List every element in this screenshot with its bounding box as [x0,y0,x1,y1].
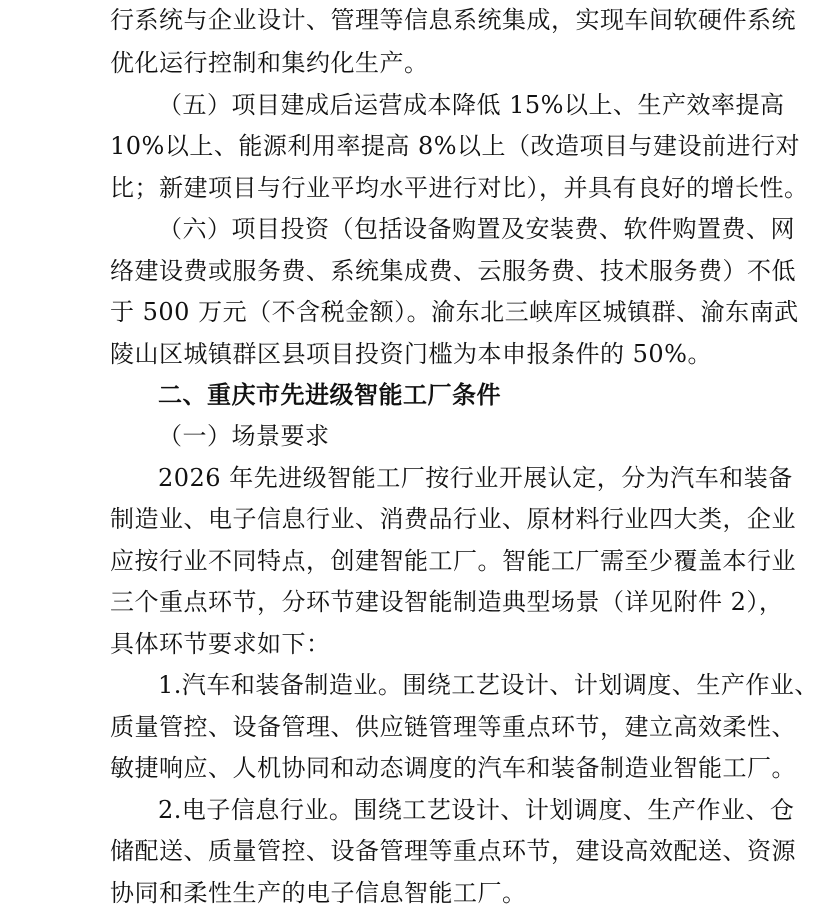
text-line: 敏捷响应、人机协同和动态调度的汽车和装备制造业智能工厂。 [110,754,796,782]
text-line: 应按行业不同特点，创建智能工厂。智能工厂需至少覆盖本行业 [110,547,796,575]
text-line: 协同和柔性生产的电子信息智能工厂。 [110,879,527,907]
section-heading: 二、重庆市先进级智能工厂条件 [158,381,501,409]
text-line: 于 500 万元（不含税金额）。渝东北三峡库区城镇群、渝东南武 [110,298,799,326]
subsection-heading: （一）场景要求 [158,422,330,450]
text-line: 优化运行控制和集约化生产。 [110,49,429,77]
text-line: 陵山区城镇群区县项目投资门槛为本申报条件的 50%。 [110,340,712,368]
paragraph-line: 2026 年先进级智能工厂按行业开展认定，分为汽车和装备 [158,464,793,492]
text-line: 三个重点环节，分环节建设智能制造典型场景（详见附件 2）， [110,588,784,616]
text-line: 具体环节要求如下： [110,630,331,658]
text-line: 储配送、质量管控、设备管理等重点环节，建设高效配送、资源 [110,837,796,865]
item-1-line: 1.汽车和装备制造业。围绕工艺设计、计划调度、生产作业、 [158,671,819,699]
text-line: 制造业、电子信息行业、消费品行业、原材料行业四大类，企业 [110,505,796,533]
paragraph-5-line: （五）项目建成后运营成本降低 15%以上、生产效率提高 [158,91,785,119]
text-line: 10%以上、能源利用率提高 8%以上（改造项目与建设前进行对 [110,132,801,160]
text-line: 行系统与企业设计、管理等信息系统集成，实现车间软硬件系统 [110,6,796,34]
text-line: 比；新建项目与行业平均水平进行对比），并具有良好的增长性。 [110,174,809,202]
text-line: 络建设费或服务费、系统集成费、云服务费、技术服务费）不低 [110,257,796,285]
text-line: 质量管控、设备管理、供应链管理等重点环节，建立高效柔性、 [110,713,796,741]
paragraph-6-line: （六）项目投资（包括设备购置及安装费、软件购置费、网 [158,215,795,243]
item-2-line: 2.电子信息行业。围绕工艺设计、计划调度、生产作业、仓 [158,796,795,824]
